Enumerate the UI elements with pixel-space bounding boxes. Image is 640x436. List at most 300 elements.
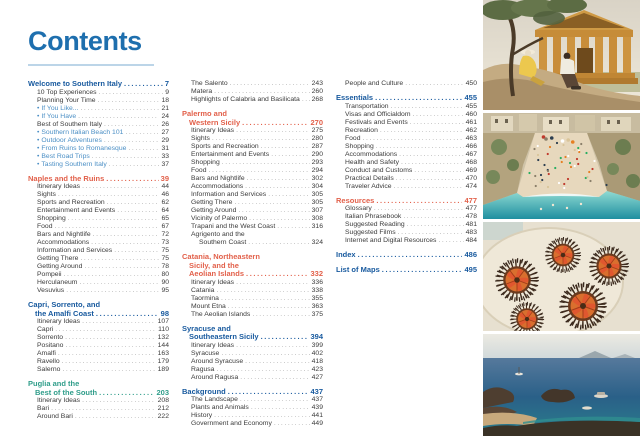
dot-leader [65,334,156,342]
entry-label: Trapani and the West Coast [191,223,276,230]
toc-entry [336,237,477,245]
toc-column-2 [182,80,323,428]
page-number: 293 [311,159,323,166]
page-number: 338 [311,286,323,294]
toc-entry [28,161,169,169]
toc-entry [28,405,169,413]
toc-entry [336,80,477,88]
dot-leader [363,135,464,143]
heading-label: Background [182,386,226,396]
toc-entry [28,153,169,161]
dot-leader [414,167,463,175]
page-number: 316 [311,223,323,230]
dot-leader [268,191,309,199]
dot-leader [58,191,160,199]
dot-leader [245,183,310,191]
toc-entry [182,88,323,96]
dot-leader [51,405,156,413]
toc-entry [336,221,477,229]
toc-entry [182,199,323,207]
page-number: 402 [311,349,323,357]
dot-leader [274,420,310,428]
dot-leader [403,213,463,221]
entry-label: If You Like... [41,104,79,112]
dot-leader [410,119,464,127]
entry-label: Sports and Recreation [191,143,259,150]
toc-entry [182,151,323,159]
toc-entry [182,366,323,374]
dot-leader [106,175,158,184]
page-number: 144 [157,342,169,349]
toc-entry [182,143,323,151]
page-number: 208 [157,397,169,404]
entry-label: Health and Safety [345,158,400,166]
heading-label: Sicily, and the [189,260,239,270]
page-number: 304 [311,183,323,190]
page-number: 481 [465,221,477,228]
toc-entry [182,303,323,311]
toc-entry [28,223,169,231]
dot-leader [221,350,309,358]
toc-entry [182,207,323,215]
toc-entry [28,334,169,342]
toc-entry [28,239,169,247]
toc-section [28,380,169,421]
entry-label: Shopping [345,142,374,150]
heading-label: Western Sicily [189,117,241,127]
dot-leader [109,161,160,169]
bullet-icon: • [37,144,40,152]
dot-leader [407,221,464,229]
page-number: 268 [311,96,323,103]
toc-heading [336,266,477,275]
toc-entry [28,207,169,215]
page-number: 270 [310,117,323,127]
heading-label: Aeolian Islands [189,269,245,278]
entry-label: Herculaneum [37,279,78,286]
toc-entry [336,205,477,213]
heading-label: Capri, Sorrento, and [28,300,101,309]
toc-entry [336,213,477,221]
page-number: 65 [161,215,169,222]
photo-strip [483,0,640,436]
page-number: 80 [161,271,169,278]
title-underline [28,64,154,66]
toc-heading [182,270,323,279]
toc-entry [182,159,323,167]
entry-label: From Ruins to Romanesque [41,144,127,152]
dot-leader [66,287,159,295]
heading-label: Catania, Northeastern [182,252,260,261]
toc-entry [336,127,477,135]
toc-column-3 [336,80,477,428]
heading-label: Southeastern Sicily [189,332,259,341]
toc-entry [182,350,323,358]
toc-heading [28,389,169,398]
toc-section [182,110,323,247]
toc-entry [336,143,477,151]
entry-label: Bars and Nightlife [37,231,91,238]
page-number: 463 [465,134,477,142]
page-number: 73 [161,239,169,246]
toc-entry [182,175,323,183]
page-number: 110 [158,326,169,333]
toc-heading [28,80,169,89]
dot-leader [302,96,310,104]
toc-entry [336,119,477,127]
toc-section [336,251,477,260]
page-number: 478 [465,213,477,220]
dot-leader [236,279,310,287]
toc-entry [336,111,477,119]
toc-heading [336,197,477,206]
page-number: 179 [157,358,169,365]
dot-leader [405,80,463,88]
bullet-icon: • [37,152,40,160]
toc-entry [182,231,323,239]
page-number: 394 [310,332,323,341]
page-number: 294 [311,167,323,174]
page-number: 469 [465,166,477,174]
page-number: 33 [161,152,169,160]
page-number: 62 [161,199,169,206]
toc-section [182,253,323,319]
toc-section [28,80,169,169]
page-number: 486 [464,250,477,259]
toc-entry [336,229,477,237]
toc-entry [28,199,169,207]
toc-entry [28,358,169,366]
toc-section [336,94,477,191]
entry-label: Internet and Digital Resources [345,237,437,244]
entry-label: Itinerary Ideas [191,278,235,286]
toc-entry [336,103,477,111]
page-number: 26 [161,120,169,128]
page-number: 441 [311,412,323,419]
toc-entry [182,287,323,295]
toc-entry [336,167,477,175]
toc-entry [182,404,323,412]
page-number: 336 [311,278,323,286]
entry-label: Best Road Trips [41,152,90,160]
entry-label: Accommodations [191,183,244,190]
entry-label: The Landscape [191,396,238,403]
toc-section [336,266,477,275]
dot-leader [376,197,462,206]
dot-leader [230,80,310,88]
entry-label: Itinerary Ideas [37,318,81,325]
toc-entry [182,420,323,428]
dot-leader [358,251,463,260]
entry-label: Entertainment and Events [191,151,270,158]
page-number: 39 [160,173,169,183]
page-number: 439 [311,404,323,411]
page-number: 423 [311,365,323,373]
bullet-icon: • [37,136,40,144]
page-number: 307 [311,207,323,214]
dot-leader [252,311,309,319]
toc-columns [28,80,483,428]
page-number: 260 [311,88,323,95]
page-number: 75 [161,255,169,262]
dot-leader [212,135,310,143]
entry-label: Mount Etna [191,302,226,310]
entry-label: Capri [37,326,54,333]
entry-label: Itinerary Ideas [191,341,235,349]
entry-label: Plants and Animals [191,404,249,411]
toc-entry [182,342,323,350]
page-number: 483 [465,229,477,236]
toc-heading [336,94,477,103]
entry-label: Bars and Nightlife [191,175,245,182]
entry-label: Sports and Recreation [37,199,105,206]
toc-entry [28,113,169,121]
page-number: 44 [161,183,169,190]
page-number: 29 [161,136,169,144]
entry-label: Shopping [37,215,66,222]
entry-label: If You Have [41,112,77,120]
entry-label: Itinerary Ideas [191,127,235,134]
page-number: 449 [311,420,323,427]
page-number: 474 [465,182,477,190]
entry-label: Food [191,167,207,174]
page-number: 302 [311,175,323,182]
toc-heading [336,251,477,260]
dot-leader [251,404,310,412]
heading-label: Resources [336,195,375,205]
toc-entry [28,191,169,199]
sea-urchins-photo [483,222,640,331]
dot-leader [413,111,464,119]
page-number: 305 [311,191,323,198]
page-number: 468 [465,158,477,166]
dot-leader [246,270,308,279]
page-number: 308 [311,215,323,222]
entry-label: Tasting Southern Italy [41,160,107,168]
entry-label: Taormina [191,294,219,302]
page-number: 132 [157,334,169,341]
dot-leader [99,89,164,97]
dot-leader [247,175,310,183]
entry-label: Sights [37,191,56,198]
beach-cove-photo [483,113,640,219]
toc-column-1 [28,80,169,428]
bullet-icon: • [37,104,40,112]
page-number: 495 [464,264,477,274]
dot-leader [62,366,155,374]
page-number: 467 [465,150,477,158]
toc-section [182,325,323,382]
entry-label: Catania [191,286,215,294]
entry-label: Syracuse [191,349,220,357]
toc-entry [182,183,323,191]
dot-leader [398,229,464,237]
entry-label: The Aeolian Islands [191,310,251,318]
dot-leader [394,183,464,191]
page-number: 163 [157,350,169,357]
entry-label: Ragusa [191,365,215,373]
page-number: 461 [465,118,477,126]
dot-leader [261,143,310,151]
dot-leader [117,207,159,215]
dot-leader [65,342,155,350]
dot-leader [238,207,309,215]
page-number: 212 [157,405,169,412]
page-number: 477 [465,205,477,212]
entry-label: History [191,412,213,419]
page-number: 470 [465,174,477,182]
page-number: 72 [161,231,169,238]
entry-label: Suggested Reading [345,221,405,228]
dot-leader [93,231,160,239]
entry-label: Sorrento [37,334,64,341]
toc-entry [28,97,169,105]
dot-leader [92,153,160,161]
dot-leader [79,279,159,287]
dot-leader [98,97,160,105]
dot-leader [96,310,159,319]
toc-entry [182,127,323,135]
entry-label: Around Ragusa [191,373,239,381]
entry-label: Amalfi [37,350,56,357]
entry-label: Conduct and Customs [345,166,413,174]
page-number: 290 [311,151,323,158]
toc-section [28,301,169,374]
dot-leader [380,127,464,135]
temple-of-concordia-photo [483,0,640,110]
toc-entry [182,135,323,143]
entry-label: Shopping [191,159,220,166]
page-number: 95 [161,287,169,294]
dot-leader [242,119,308,128]
dot-leader [104,121,159,129]
toc-entry [28,263,169,271]
entry-label: Sights [191,135,210,142]
toc-entry [28,413,169,421]
toc-entry [182,80,323,88]
entry-label: Vicinity of Palermo [191,215,248,222]
page-number: 287 [311,143,323,150]
dot-leader [391,103,464,111]
dot-leader [68,215,160,223]
page-number: 90 [161,279,169,286]
page-number: 46 [161,191,169,198]
toc-entry [28,326,169,334]
dot-leader [75,413,156,421]
dot-leader [396,175,464,183]
dot-leader [438,237,463,245]
toc-entry [28,279,169,287]
entry-label: Getting Around [191,207,237,214]
page-number: 64 [161,207,169,214]
dot-leader [214,88,310,96]
entry-label: Ravello [37,358,60,365]
entry-label: Getting There [191,199,233,206]
page-number: 477 [464,195,477,205]
toc-entry [336,135,477,143]
toc-entry [182,191,323,199]
entry-label: 10 Top Experiences [37,88,97,96]
dot-leader [78,113,159,121]
page-number: 7 [164,79,169,88]
page-number: 75 [161,247,169,254]
dot-leader [55,326,156,334]
bullet-icon: • [37,112,40,120]
page-number: 280 [311,135,323,142]
entry-label: Planning Your Time [37,96,96,104]
dot-leader [261,333,309,342]
entry-label: Itinerary Ideas [37,183,81,190]
dot-leader [240,374,309,382]
dot-leader [245,358,310,366]
page-number: 375 [311,310,323,318]
page-number: 67 [161,223,169,230]
heading-label: List of Maps [336,264,380,274]
toc-entry [28,231,169,239]
page-number: 21 [161,104,169,112]
toc-entry [182,412,323,420]
heading-label: Syracuse and [182,323,231,333]
dot-leader [80,105,159,113]
toc-entry [336,175,477,183]
entry-label: Matera [191,88,213,95]
dot-leader [234,199,309,207]
page-number: 18 [161,96,169,104]
entry-label: Southern Italian Beach 101 [41,128,124,136]
toc-section [336,197,477,246]
entry-label: Bari [37,405,50,412]
toc-entry [28,350,169,358]
toc-entry [182,223,323,231]
toc-entry [182,358,323,366]
entry-label: Vesuvius [37,287,65,294]
page-number: 27 [161,128,169,136]
toc-entry [28,89,169,97]
dot-leader [248,239,309,247]
toc-entry [182,167,323,175]
toc-entry [182,311,323,319]
toc-entry [28,287,169,295]
page-number: 460 [465,110,477,118]
entry-label: Traveler Advice [345,182,392,190]
dot-leader [222,159,310,167]
page-number: 37 [161,160,169,168]
dot-leader [228,303,310,311]
toc-entry [28,271,169,279]
toc-entry [182,239,323,247]
toc-heading [182,333,323,342]
dot-leader [221,295,310,303]
entry-label: Information and Services [37,247,113,254]
entry-label: The Salento [191,80,228,87]
toc-heading [182,119,323,128]
entry-label: Information and Services [191,191,267,198]
dot-leader [114,247,159,255]
dot-leader [107,199,160,207]
dot-leader [214,412,310,420]
toc-entry [28,137,169,145]
toc-entry [28,318,169,326]
page-number: 455 [464,93,477,102]
toc-section [28,175,169,296]
dot-leader [128,145,159,153]
page-number: 427 [311,373,323,381]
toc-entry [28,129,169,137]
entry-label: Government and Economy [191,420,272,427]
entry-label: Getting Around [37,263,83,270]
toc-entry [182,396,323,404]
dot-leader [62,358,156,366]
